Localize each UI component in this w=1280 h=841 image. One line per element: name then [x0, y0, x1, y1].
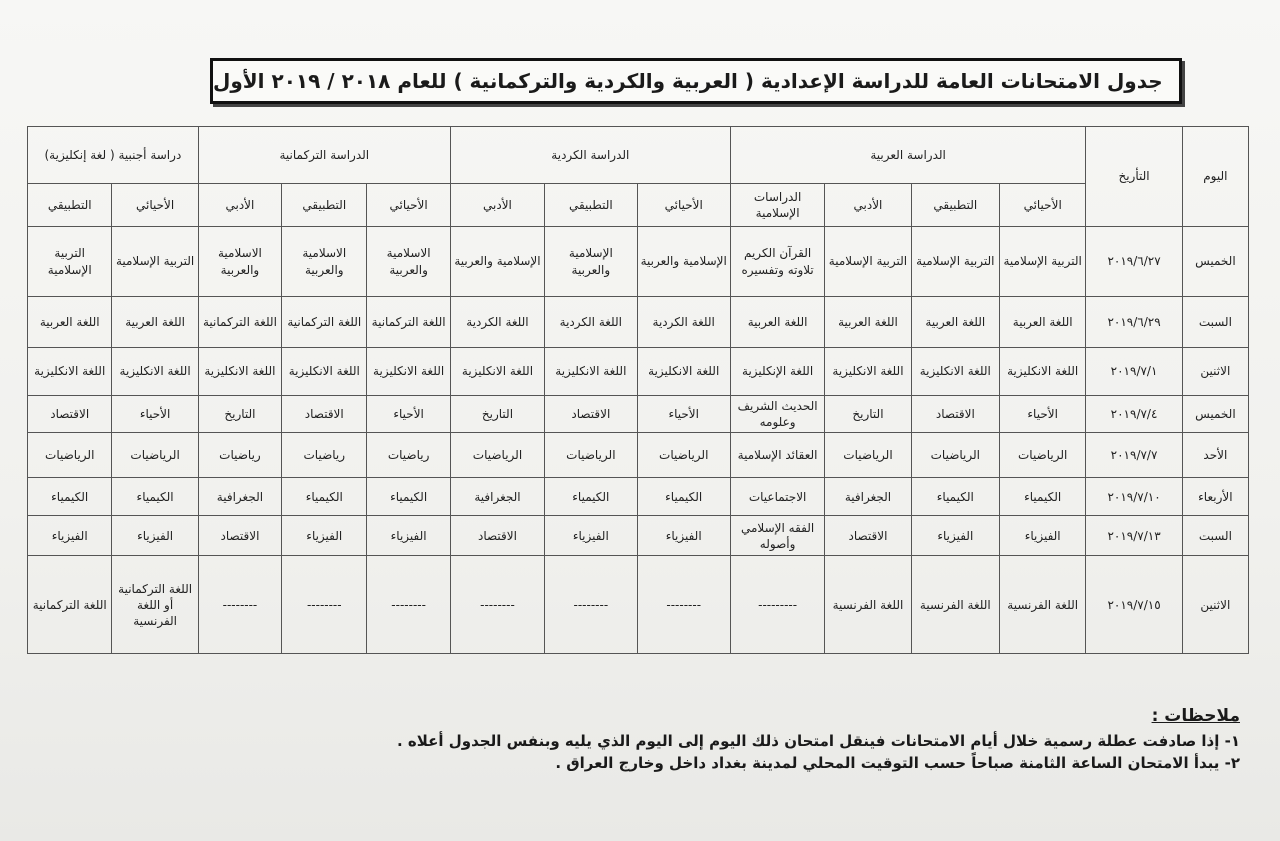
day-cell: الخميس	[1182, 227, 1248, 297]
subject-cell: الرياضيات	[450, 433, 544, 478]
schedule-body	[28, 227, 1249, 654]
subject-cell: اللغة الانكليزية	[450, 348, 544, 396]
subject-cell: الحديث الشريف وعلومه	[730, 396, 824, 433]
table-row	[28, 433, 1249, 478]
subject-cell: الكيمياء	[282, 478, 367, 516]
arabic-study-header: الدراسة العربية	[730, 127, 1085, 184]
subject-cell: اللغة الانكليزية	[911, 348, 999, 396]
subject-cell: الفيزياء	[28, 516, 112, 556]
subject-cell: الاسلامية والعربية	[367, 227, 450, 297]
subject-cell: الفيزياء	[1000, 516, 1086, 556]
subject-cell: الكيمياء	[911, 478, 999, 516]
subject-cell: الكيمياء	[28, 478, 112, 516]
date-cell: ٢٠١٩/٧/٤	[1086, 396, 1182, 433]
subject-cell: اللغة الانكليزية	[637, 348, 730, 396]
day-cell: الخميس	[1182, 396, 1248, 433]
subject-cell: الأحياء	[112, 396, 198, 433]
branch-header: التطبيقي	[911, 184, 999, 227]
day-cell: الأربعاء	[1182, 478, 1248, 516]
note-item: ١- إذا صادفت عطلة رسمية خلال أيام الامتحانات فينقل امتحان ذلك اليوم إلى اليوم الذي يليه وبنفس الجدول أعلاه .	[396, 732, 1240, 750]
branch-header: التطبيقي	[28, 184, 112, 227]
subject-cell: الكيمياء	[367, 478, 450, 516]
table-row	[28, 478, 1249, 516]
subject-cell: اللغة الانكليزية	[367, 348, 450, 396]
subject-cell: رياضيات	[367, 433, 450, 478]
subject-cell: --------	[282, 556, 367, 654]
subject-cell: اللغة التركمانية	[367, 297, 450, 348]
subject-cell: رياضيات	[198, 433, 281, 478]
branch-header: الأحيائي	[367, 184, 450, 227]
subject-cell: التربية الإسلامية	[112, 227, 198, 297]
subject-cell: اللغة الفرنسية	[1000, 556, 1086, 654]
day-cell: السبت	[1182, 297, 1248, 348]
subject-cell: اللغة العربية	[112, 297, 198, 348]
subject-cell: الاقتصاد	[825, 516, 911, 556]
subject-cell: التاريخ	[198, 396, 281, 433]
branch-header: الأدبي	[198, 184, 281, 227]
subject-cell: اللغة الإنكليزية	[730, 348, 824, 396]
subject-cell: الكيمياء	[1000, 478, 1086, 516]
subject-cell: الاقتصاد	[450, 516, 544, 556]
subject-cell: الفقه الإسلامي وأصوله	[730, 516, 824, 556]
date-cell: ٢٠١٩/٧/١	[1086, 348, 1182, 396]
header-row-branches	[28, 184, 1249, 227]
subject-cell: اللغة الانكليزية	[28, 348, 112, 396]
subject-cell: اللغة العربية	[28, 297, 112, 348]
table-row	[28, 516, 1249, 556]
branch-header: الأدبي	[825, 184, 911, 227]
subject-cell: --------	[637, 556, 730, 654]
table-row	[28, 556, 1249, 654]
table-row	[28, 396, 1249, 433]
subject-cell: اللغة الفرنسية	[825, 556, 911, 654]
subject-cell: اللغة التركمانية	[28, 556, 112, 654]
branch-header: الدراسات الإسلامية	[730, 184, 824, 227]
subject-cell: اللغة العربية	[1000, 297, 1086, 348]
subject-cell: الرياضيات	[911, 433, 999, 478]
subject-cell: الجغرافية	[450, 478, 544, 516]
subject-cell: اللغة الفرنسية	[911, 556, 999, 654]
header-row-main	[28, 127, 1249, 184]
branch-header: الأدبي	[450, 184, 544, 227]
subject-cell: --------	[367, 556, 450, 654]
subject-cell: الرياضيات	[545, 433, 637, 478]
branch-header: الأحيائي	[637, 184, 730, 227]
subject-cell: الفيزياء	[545, 516, 637, 556]
date-cell: ٢٠١٩/٦/٢٩	[1086, 297, 1182, 348]
subject-cell: التربية الإسلامية	[1000, 227, 1086, 297]
branch-header: التطبيقي	[282, 184, 367, 227]
subject-cell: الاقتصاد	[911, 396, 999, 433]
subject-cell: الاسلامية والعربية	[198, 227, 281, 297]
subject-cell: اللغة الانكليزية	[825, 348, 911, 396]
subject-cell: الرياضيات	[825, 433, 911, 478]
kurdish-study-header: الدراسة الكردية	[450, 127, 730, 184]
subject-cell: الاقتصاد	[28, 396, 112, 433]
subject-cell: اللغة الانكليزية	[112, 348, 198, 396]
subject-cell: اللغة الانكليزية	[198, 348, 281, 396]
date-cell: ٢٠١٩/٧/١٥	[1086, 556, 1182, 654]
subject-cell: --------	[545, 556, 637, 654]
subject-cell: اللغة العربية	[825, 297, 911, 348]
subject-cell: الرياضيات	[112, 433, 198, 478]
subject-cell: اللغة الكردية	[450, 297, 544, 348]
subject-cell: الفيزياء	[367, 516, 450, 556]
day-cell: الاثنين	[1182, 348, 1248, 396]
subject-cell: اللغة الكردية	[637, 297, 730, 348]
day-header: اليوم	[1182, 127, 1248, 227]
subject-cell: الاقتصاد	[198, 516, 281, 556]
date-cell: ٢٠١٩/٦/٢٧	[1086, 227, 1182, 297]
subject-cell: الأحياء	[1000, 396, 1086, 433]
subject-cell: الجغرافية	[198, 478, 281, 516]
date-cell: ٢٠١٩/٧/١٣	[1086, 516, 1182, 556]
subject-cell: التربية الإسلامية	[911, 227, 999, 297]
subject-cell: اللغة التركمانية	[282, 297, 367, 348]
subject-cell: اللغة التركمانية أو اللغة الفرنسية	[112, 556, 198, 654]
subject-cell: اللغة العربية	[911, 297, 999, 348]
branch-header: التطبيقي	[545, 184, 637, 227]
subject-cell: التربية الإسلامية	[825, 227, 911, 297]
subject-cell: اللغة الكردية	[545, 297, 637, 348]
subject-cell: الفيزياء	[637, 516, 730, 556]
subject-cell: الاجتماعيات	[730, 478, 824, 516]
subject-cell: الكيمياء	[112, 478, 198, 516]
foreign-study-header: دراسة أجنبية ( لغة إنكليزية)	[28, 127, 199, 184]
subject-cell: الإسلامية والعربية	[637, 227, 730, 297]
table-row	[28, 227, 1249, 297]
date-cell: ٢٠١٩/٧/١٠	[1086, 478, 1182, 516]
subject-cell: اللغة الانكليزية	[545, 348, 637, 396]
turkmen-study-header: الدراسة التركمانية	[198, 127, 450, 184]
subject-cell: رياضيات	[282, 433, 367, 478]
subject-cell: التربية الإسلامية	[28, 227, 112, 297]
subject-cell: التاريخ	[450, 396, 544, 433]
subject-cell: الرياضيات	[637, 433, 730, 478]
subject-cell: الكيمياء	[545, 478, 637, 516]
subject-cell: --------	[198, 556, 281, 654]
subject-cell: الجغرافية	[825, 478, 911, 516]
notes-heading: ملاحظات :	[1151, 706, 1240, 726]
subject-cell: اللغة العربية	[730, 297, 824, 348]
subject-cell: الفيزياء	[911, 516, 999, 556]
page-title: جدول الامتحانات العامة للدراسة الإعدادية ( العربية والكردية والتركمانية ) للعام ٢٠١٨ / ٢٠١٩ الأول	[210, 58, 1182, 104]
subject-cell: ---------	[730, 556, 824, 654]
subject-cell: العقائد الإسلامية	[730, 433, 824, 478]
subject-cell: الإسلامية والعربية	[450, 227, 544, 297]
subject-cell: الإسلامية والعربية	[545, 227, 637, 297]
subject-cell: الاقتصاد	[545, 396, 637, 433]
subject-cell: القرآن الكريم تلاوته وتفسيره	[730, 227, 824, 297]
subject-cell: الرياضيات	[1000, 433, 1086, 478]
day-cell: الاثنين	[1182, 556, 1248, 654]
subject-cell: التاريخ	[825, 396, 911, 433]
notes-section	[140, 706, 1240, 772]
subject-cell: الأحياء	[637, 396, 730, 433]
subject-cell: اللغة التركمانية	[198, 297, 281, 348]
subject-cell: --------	[450, 556, 544, 654]
date-header: التأريخ	[1086, 127, 1182, 227]
subject-cell: اللغة الانكليزية	[282, 348, 367, 396]
date-cell: ٢٠١٩/٧/٧	[1086, 433, 1182, 478]
subject-cell: الفيزياء	[282, 516, 367, 556]
subject-cell: الاقتصاد	[282, 396, 367, 433]
table-row	[28, 348, 1249, 396]
subject-cell: الكيمياء	[637, 478, 730, 516]
day-cell: السبت	[1182, 516, 1248, 556]
exam-schedule-table	[27, 126, 1249, 654]
subject-cell: الاسلامية والعربية	[282, 227, 367, 297]
branch-header: الأحيائي	[1000, 184, 1086, 227]
subject-cell: الرياضيات	[28, 433, 112, 478]
subject-cell: اللغة الانكليزية	[1000, 348, 1086, 396]
note-item: ٢- يبدأ الامتحان الساعة الثامنة صباحاً حسب التوقيت المحلي لمدينة بغداد داخل وخارج العراق .	[555, 754, 1240, 772]
subject-cell: الفيزياء	[112, 516, 198, 556]
subject-cell: الأحياء	[367, 396, 450, 433]
day-cell: الأحد	[1182, 433, 1248, 478]
branch-header: الأحيائي	[112, 184, 198, 227]
table-row	[28, 297, 1249, 348]
